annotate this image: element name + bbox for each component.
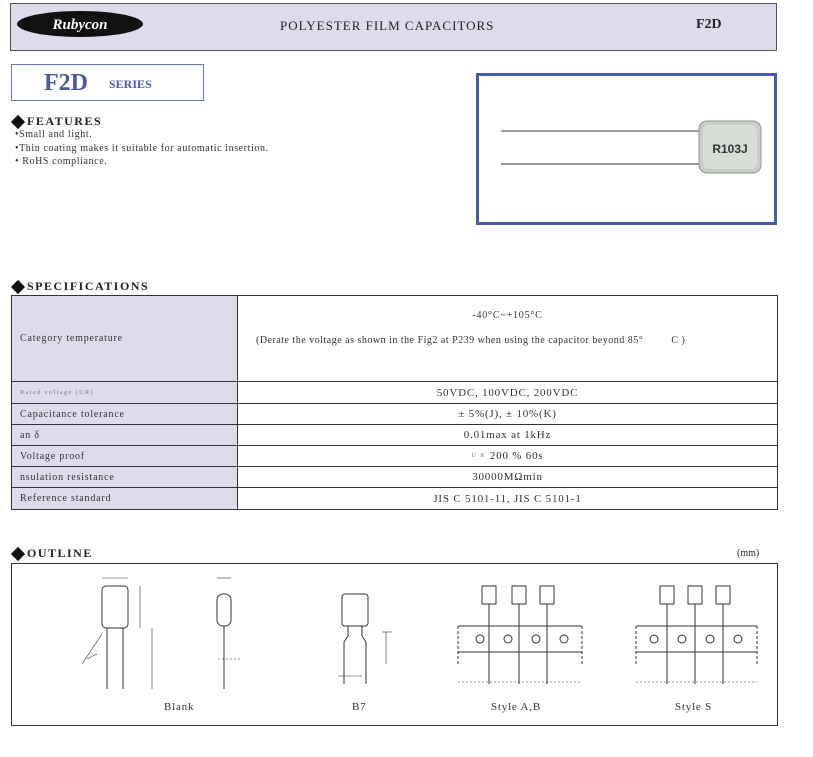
spec-value: 200 % 60s: [489, 450, 544, 462]
spec-value: JIS C 5101-11, JIS C 5101-1: [433, 492, 582, 505]
outline-heading: [11, 546, 93, 561]
spec-row: [12, 296, 777, 382]
series-word: SERIES: [109, 77, 152, 91]
diamond-icon: [11, 546, 25, 560]
outline-style-label: Blank: [164, 701, 195, 713]
spec-label: Category temperature: [12, 296, 238, 381]
series-code-header: F2D: [696, 17, 722, 32]
spec-note-unit: C ): [671, 335, 686, 346]
spec-row: [12, 404, 777, 425]
spec-label: Voltage proof: [12, 446, 238, 466]
logo-text: Rubycon: [52, 17, 108, 33]
spec-label: Rated voltage (UR): [12, 382, 238, 403]
outline-style-label: Style A,B: [491, 701, 541, 713]
spec-value: -40°C~+105°C: [472, 310, 543, 321]
spec-note-line: [256, 335, 777, 346]
spec-label: nsulation resistance: [12, 467, 238, 487]
spec-row: [12, 425, 777, 446]
features-heading: [11, 114, 102, 129]
spec-value: 0.01max at 1kHz: [463, 429, 552, 441]
outline-blank-drawing: [82, 578, 242, 689]
specifications-heading: [11, 279, 149, 294]
outline-b7-drawing: [338, 594, 392, 684]
spec-value: ± 5%(J), ± 10%(K): [458, 408, 557, 420]
outline-drawings: [12, 564, 777, 725]
spec-value-cell: [238, 446, 777, 466]
features-list: [15, 128, 269, 169]
feature-item: • RoHS compliance.: [15, 156, 108, 167]
spec-value: 50VDC, 100VDC, 200VDC: [436, 386, 579, 399]
spec-label: Reference standard: [12, 488, 238, 509]
product-photo: [476, 73, 777, 225]
outline-heading-text: OUTLINE: [27, 546, 93, 560]
spec-row: [12, 467, 777, 488]
capacitor-marking: R103J: [712, 142, 748, 156]
outline-style-s-drawing: [636, 586, 757, 684]
outline-style-label: B7: [352, 701, 367, 713]
capacitor-image: [479, 76, 774, 222]
spec-label: Capacitance tolerance: [12, 404, 238, 424]
outline-style-ab-drawing: [458, 586, 582, 684]
spec-value: 30000MΩmin: [472, 471, 543, 483]
spec-label: an δ: [12, 425, 238, 445]
feature-item: •Small and light.: [15, 129, 93, 140]
specifications-heading-text: SPECIFICATIONS: [27, 279, 150, 293]
outline-unit: (mm): [737, 548, 760, 559]
diamond-icon: [11, 279, 25, 293]
series-code: F2D: [44, 70, 88, 96]
spec-row: [12, 382, 777, 404]
specifications-table: [11, 295, 778, 510]
outline-box: [11, 563, 778, 726]
spec-value-prefix: U R: [471, 453, 486, 459]
page-title: POLYESTER FILM CAPACITORS: [280, 18, 495, 33]
rubycon-logo: [16, 10, 144, 38]
spec-value-cell: [238, 296, 777, 381]
series-box: [11, 64, 204, 101]
diamond-icon: [11, 114, 25, 128]
spec-row: [12, 446, 777, 467]
features-heading-text: FEATURES: [27, 114, 103, 128]
spec-note: (Derate the voltage as shown in the Fig2 at P239 when using the capacitor beyond 85°: [256, 335, 644, 346]
spec-row: [12, 488, 777, 509]
feature-item: •Thin coating makes it suitable for automatic insertion.: [15, 142, 269, 154]
outline-style-label: Style S: [675, 701, 713, 713]
